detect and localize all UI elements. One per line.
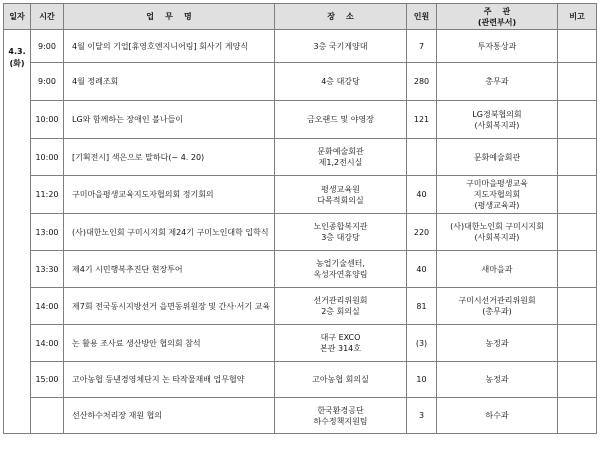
task-cell: 구미마을평생교육지도자협의회 정기회의 <box>64 176 275 214</box>
host-cell: 농정과 <box>437 325 558 362</box>
people-cell: 10 <box>407 362 437 398</box>
time-cell: 15:00 <box>31 362 64 398</box>
people-cell: 81 <box>407 288 437 325</box>
time-cell: 9:00 <box>31 63 64 101</box>
note-cell <box>558 63 597 101</box>
place-cell: 농업기술센터, 옥성자연휴양림 <box>275 251 407 288</box>
place-cell: 금오랜드 및 야영장 <box>275 101 407 139</box>
header-date: 일자 <box>4 4 31 30</box>
note-cell <box>558 251 597 288</box>
note-cell <box>558 362 597 398</box>
place-cell: 노인종합복지관 3층 대강당 <box>275 214 407 251</box>
header-task: 업 무 명 <box>64 4 275 30</box>
note-cell <box>558 214 597 251</box>
host-cell: 구미마을평생교육 지도자협의회 (평생교육과) <box>437 176 558 214</box>
host-cell: 구미시선거관리위원회 (총무과) <box>437 288 558 325</box>
time-cell: 9:00 <box>31 30 64 63</box>
people-cell: 7 <box>407 30 437 63</box>
schedule-table <box>3 3 597 434</box>
people-cell: 40 <box>407 251 437 288</box>
note-cell <box>558 288 597 325</box>
task-cell: 제7회 전국동시지방선거 읍면동위원장 및 간사·서기 교육 <box>64 288 275 325</box>
place-cell: 평생교육원 다목적회의실 <box>275 176 407 214</box>
header-place: 장 소 <box>275 4 407 30</box>
place-cell: 고아농협 회의실 <box>275 362 407 398</box>
task-cell: 4월 이달의 기업[휴영호엔지니어링] 회사기 게양식 <box>64 30 275 63</box>
task-cell: 제4기 시민행복추진단 현장투어 <box>64 251 275 288</box>
people-cell: (3) <box>407 325 437 362</box>
place-cell: 3층 국기게양대 <box>275 30 407 63</box>
host-cell: 농정과 <box>437 362 558 398</box>
host-cell: (사)대한노인회 구미시지회 (사회복지과) <box>437 214 558 251</box>
table-row <box>4 325 597 362</box>
header-note: 비고 <box>558 4 597 30</box>
place-cell: 문화예술회관 제1,2전시실 <box>275 139 407 176</box>
header-host-sub: (관련부서) <box>477 17 517 27</box>
task-cell: 논 활용 조사료 생산방안 협의회 참석 <box>64 325 275 362</box>
date-cell: 4.3. (화) <box>4 30 31 434</box>
people-cell: 40 <box>407 176 437 214</box>
task-cell: 4월 정례조회 <box>64 63 275 101</box>
people-cell: 280 <box>407 63 437 101</box>
task-cell: LG와 함께하는 장애인 볼나들이 <box>64 101 275 139</box>
task-cell: [기획전시] 색은으로 말하다(~ 4. 20) <box>64 139 275 176</box>
note-cell <box>558 139 597 176</box>
table-row <box>4 30 597 63</box>
table-row <box>4 101 597 139</box>
table-row <box>4 251 597 288</box>
people-cell: 3 <box>407 398 437 434</box>
table-row <box>4 214 597 251</box>
table-row <box>4 176 597 214</box>
header-host-label: 주 관 <box>483 6 511 16</box>
schedule-table-wrapper <box>3 3 597 434</box>
host-cell: 하수과 <box>437 398 558 434</box>
people-cell: 121 <box>407 101 437 139</box>
place-cell: 4층 대강당 <box>275 63 407 101</box>
people-cell <box>407 139 437 176</box>
note-cell <box>558 325 597 362</box>
table-row <box>4 362 597 398</box>
time-cell: 10:00 <box>31 139 64 176</box>
time-cell: 14:00 <box>31 288 64 325</box>
table-row <box>4 63 597 101</box>
header-people: 인원 <box>407 4 437 30</box>
place-cell: 선거관리위원회 2층 회의실 <box>275 288 407 325</box>
place-cell: 대구 EXCO 본관 314호 <box>275 325 407 362</box>
host-cell: 새마을과 <box>437 251 558 288</box>
table-row <box>4 288 597 325</box>
note-cell <box>558 101 597 139</box>
people-cell: 220 <box>407 214 437 251</box>
task-cell: (사)대한노인회 구미시지회 제24기 구미노인대학 입학식 <box>64 214 275 251</box>
table-header-row <box>4 4 597 30</box>
host-cell: 총무과 <box>437 63 558 101</box>
time-cell <box>31 398 64 434</box>
header-host <box>437 4 558 30</box>
place-cell: 한국환경공단 하수정책지원팀 <box>275 398 407 434</box>
time-cell: 13:00 <box>31 214 64 251</box>
task-cell: 선산하수처리장 재원 협의 <box>64 398 275 434</box>
host-cell: 투자통상과 <box>437 30 558 63</box>
time-cell: 10:00 <box>31 101 64 139</box>
host-cell: 문화예술회관 <box>437 139 558 176</box>
note-cell <box>558 398 597 434</box>
table-row <box>4 139 597 176</box>
task-cell: 고아농협 등낸경영체단지 논 타작물재배 업무협약 <box>64 362 275 398</box>
header-time: 시간 <box>31 4 64 30</box>
time-cell: 11:20 <box>31 176 64 214</box>
host-cell: LG경북협의회 (사회복지과) <box>437 101 558 139</box>
table-row <box>4 398 597 434</box>
time-cell: 14:00 <box>31 325 64 362</box>
note-cell <box>558 176 597 214</box>
time-cell: 13:30 <box>31 251 64 288</box>
note-cell <box>558 30 597 63</box>
